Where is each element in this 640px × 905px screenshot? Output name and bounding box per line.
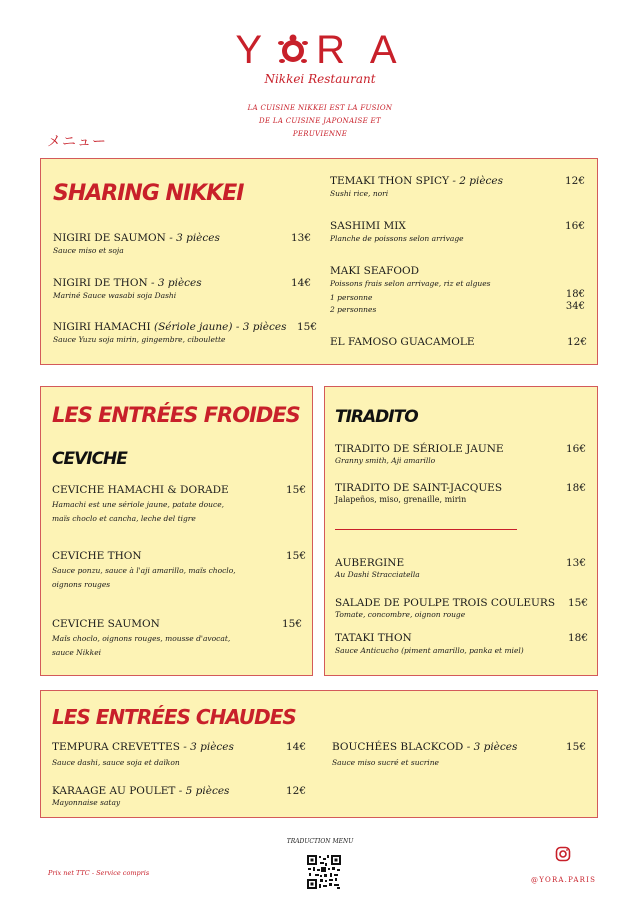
item-price: 15€ bbox=[285, 484, 306, 496]
item-name: NIGIRI HAMACHI bbox=[53, 321, 155, 333]
menu-item bbox=[52, 785, 282, 809]
item-description: sauce Nikkei bbox=[52, 648, 102, 657]
item-price: 16€ bbox=[564, 220, 585, 232]
item-description: maïs choclo et cancha, leche del tigre bbox=[52, 514, 196, 523]
item-price: 18€ bbox=[565, 289, 585, 300]
item-description: Hamachi est une sériole jaune, patate douce, bbox=[52, 500, 225, 509]
item-qty: - 5 pièces bbox=[175, 785, 230, 797]
menu-item bbox=[53, 321, 313, 347]
item-price: 14€ bbox=[290, 277, 311, 289]
item-price: 13€ bbox=[290, 232, 311, 244]
item-description: Sauce miso sucré et sucrine bbox=[332, 758, 439, 767]
menu-item bbox=[335, 443, 565, 467]
item-description: Sauce ponzu, sauce à l'aji amarillo, maïs choclo, bbox=[52, 566, 236, 575]
tiradito-section bbox=[324, 386, 598, 676]
item-name: SASHIMI MIX bbox=[330, 220, 406, 232]
item-description: Jalapeños, miso, grenaille, mirin bbox=[335, 495, 467, 504]
item-price: 16€ bbox=[565, 443, 586, 455]
menu-item bbox=[53, 277, 313, 303]
item-price: 34€ bbox=[565, 301, 585, 312]
turtle-logo-icon bbox=[276, 33, 310, 67]
item-name: TIRADITO DE SÉRIOLE JAUNE bbox=[335, 443, 504, 455]
price-footnote: Prix net TTC - Service compris bbox=[48, 869, 150, 877]
menu-label: メニュー bbox=[47, 134, 107, 150]
item-description: Sauce dashi, sauce soja et daïkon bbox=[52, 758, 180, 767]
item-qty: - 2 pièces bbox=[449, 175, 504, 187]
item-name: CEVICHE SAUMON bbox=[52, 618, 160, 630]
tagline-line: DE LA CUISINE JAPONAISE ET bbox=[259, 117, 381, 125]
menu-item bbox=[335, 482, 565, 506]
menu-item bbox=[330, 220, 560, 246]
logo-wordmark: Y R A bbox=[235, 28, 405, 72]
item-name: CEVICHE HAMACHI & DORADE bbox=[52, 484, 229, 496]
item-price: 14€ bbox=[285, 741, 306, 753]
item-description: Planche de poissons selon arrivage bbox=[330, 234, 464, 243]
menu-item bbox=[335, 557, 565, 581]
item-name: KARAAGE AU POULET bbox=[52, 785, 176, 797]
item-option: 1 personne bbox=[330, 293, 373, 302]
item-name: CEVICHE THON bbox=[52, 550, 142, 562]
item-price: 15€ bbox=[296, 321, 317, 333]
section-title: SHARING NIKKEI bbox=[53, 181, 244, 206]
item-name: AUBERGINE bbox=[335, 557, 405, 569]
menu-item bbox=[53, 232, 313, 258]
qr-code-icon[interactable] bbox=[306, 854, 342, 890]
instagram-handle[interactable]: @YORA.PARIS bbox=[531, 876, 597, 884]
item-description: Granny smith, Aji amarillo bbox=[335, 456, 436, 465]
translation-label: TRADUCTION MENU bbox=[286, 838, 354, 845]
item-qty: (Sériole jaune) - 3 pièces bbox=[154, 321, 287, 333]
item-name: EL FAMOSO GUACAMOLE bbox=[330, 336, 475, 348]
section-title: LES ENTRÉES FROIDES bbox=[52, 403, 300, 427]
item-name: NIGIRI DE THON bbox=[53, 277, 148, 289]
item-qty: - 3 pièces bbox=[463, 741, 518, 753]
item-description: Sushi rice, nori bbox=[330, 189, 389, 198]
menu-item bbox=[52, 618, 282, 660]
item-option: 2 personnes bbox=[330, 305, 377, 314]
sharing-nikkei-section bbox=[40, 158, 598, 365]
logo-subtitle: Nikkei Restaurant bbox=[264, 72, 376, 86]
menu-item bbox=[332, 741, 562, 770]
item-name: NIGIRI DE SAUMON bbox=[53, 232, 166, 244]
item-description: Au Dashi Stracciatella bbox=[335, 570, 420, 579]
item-price: 15€ bbox=[281, 618, 302, 630]
item-description: Tomate, concombre, oignon rouge bbox=[335, 610, 466, 619]
menu-item bbox=[335, 597, 575, 621]
item-qty: - 3 pièces bbox=[179, 741, 234, 753]
item-description: oignons rouges bbox=[52, 580, 111, 589]
tagline bbox=[210, 102, 430, 141]
item-name: TEMPURA CREVETTES bbox=[52, 741, 180, 753]
tagline-line: PERUVIENNE bbox=[292, 130, 348, 138]
item-description: Sauce miso et soja bbox=[53, 246, 124, 255]
item-price: 15€ bbox=[565, 741, 586, 753]
item-name: SALADE DE POULPE TROIS COULEURS bbox=[335, 597, 556, 609]
instagram-icon[interactable] bbox=[555, 846, 571, 862]
item-price: 15€ bbox=[285, 550, 306, 562]
item-name: TATAKI THON bbox=[335, 632, 412, 644]
entrees-chaudes-section bbox=[40, 690, 598, 818]
item-price: 12€ bbox=[285, 785, 306, 797]
item-description: Mariné Sauce wasabi soja Dashi bbox=[53, 291, 177, 300]
item-description: Sauce Anticucho (piment amarillo, panka et miel) bbox=[335, 646, 524, 655]
item-price: 18€ bbox=[567, 632, 588, 644]
menu-item bbox=[330, 175, 560, 201]
item-description: Maïs choclo, oignons rouges, mousse d'avocat, bbox=[52, 634, 231, 643]
divider bbox=[335, 529, 517, 530]
item-description: Poissons frais selon arrivage, riz et algues bbox=[330, 279, 491, 288]
item-description: Sauce Yuzu soja mirin, gingembre, ciboulette bbox=[53, 335, 226, 344]
item-name: TEMAKI THON SPICY bbox=[330, 175, 449, 187]
item-price: 15€ bbox=[567, 597, 588, 609]
item-name: BOUCHÉES BLACKCOD bbox=[332, 741, 464, 753]
restaurant-logo bbox=[0, 30, 640, 86]
menu-item bbox=[330, 336, 560, 348]
menu-item bbox=[52, 550, 282, 592]
item-qty: - 3 pièces bbox=[147, 277, 202, 289]
item-price: 18€ bbox=[565, 482, 586, 494]
item-description: Mayonnaise satay bbox=[52, 798, 121, 807]
item-price: 12€ bbox=[564, 175, 585, 187]
menu-item bbox=[330, 265, 560, 317]
item-price: 12€ bbox=[566, 336, 587, 348]
tagline-line: LA CUISINE NIKKEI EST LA FUSION bbox=[247, 104, 393, 112]
section-subtitle: CEVICHE bbox=[52, 449, 127, 469]
section-title: LES ENTRÉES CHAUDES bbox=[52, 705, 296, 729]
menu-item bbox=[335, 632, 575, 658]
entrees-froides-section bbox=[40, 386, 313, 676]
menu-item bbox=[52, 741, 282, 770]
menu-item bbox=[52, 484, 282, 526]
section-title: TIRADITO bbox=[335, 407, 418, 427]
item-qty: - 3 pièces bbox=[165, 232, 220, 244]
item-price: 13€ bbox=[565, 557, 586, 569]
item-name: MAKI SEAFOOD bbox=[330, 265, 420, 277]
item-name: TIRADITO DE SAINT-JACQUES bbox=[335, 482, 503, 494]
